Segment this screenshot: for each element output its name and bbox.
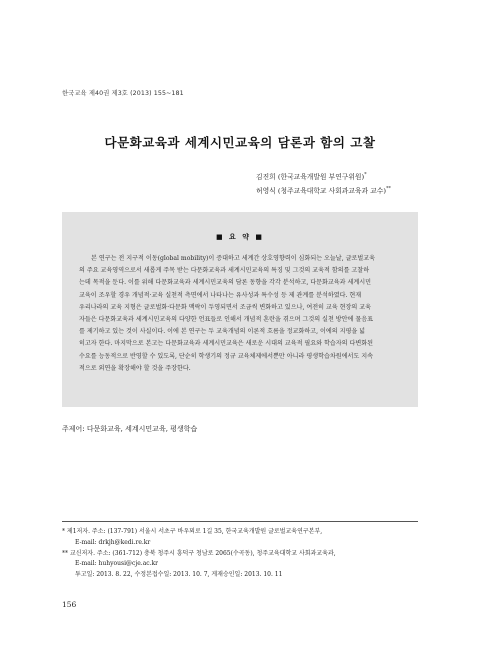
abstract-line: 본 연구는 전 지구적 이동(global mobility)이 증대하고 세계간 상호영향력이 심화되는 오늘날, 글로벌교육	[91, 255, 376, 262]
footnote-first-author: * 제1저자. 주소: (137-791) 서울시 서초구 바우뫼로 1길 35, 한국교육개발원 글로벌교육연구본부,	[62, 528, 323, 535]
abstract-line: 를 제기하고 있는 것이 사실이다. 이에 본 연구는 두 교육개념의 이론적 흐름을 정교화하고, 이에의 지평을 넓	[79, 328, 366, 336]
author-2-affiliation: (청주교육대학교 사회과교육과 교수)	[277, 187, 386, 195]
footnote-dates: 투고일: 2013. 8. 22, 수정본접수일: 2013. 10. 7, 게재승인일: 2013. 10. 11	[75, 571, 283, 579]
author-2-mark: **	[386, 185, 391, 192]
abstract-line: 교육이 조우할 경우 개념적·교육 실천적 측면에서 나타나는 유사성과 특수성 등 제 관계를 분석하였다. 현재	[79, 291, 362, 299]
author-2	[256, 184, 391, 198]
abstract-line: 는데 목적을 둔다. 이를 위해 다문화교육과 세계시민교육의 담론 동향을 각각 분석하고, 다문화교육과 세계시민	[79, 279, 372, 287]
author-1-name: 김진희	[256, 173, 276, 181]
keywords: 주제어: 다문화교육, 세계시민교육, 평생학습	[62, 425, 198, 433]
abstract-line: 우리나라의 교육 지형은 글로벌화·다문화 맥락이 두영되면서 조금씩 변화하고 있으나, 여전히 교육 현장의 교육	[79, 303, 372, 311]
journal-citation: 한국교육 제40권 제3호 (2013) 155~181	[62, 90, 184, 97]
abstract-line: 수요를 능동적으로 반영할 수 있도록, 단순히 학생기의 정규 교육체제에서뿐만 아니라 평생학습차원에서도 지속	[79, 352, 374, 360]
abstract-body	[79, 253, 401, 375]
abstract-line: 자들은 다문화교육과 세계시민교육의 다양한 언표들로 인해서 개념적 혼란을 겪으며 그것의 실천 방안에 물음표	[79, 316, 374, 324]
abstract-heading-text: 요 약	[229, 233, 251, 241]
footnote-corresponding-author-email: E-mail: huhyousi@cje.ac.kr	[75, 560, 159, 568]
abstract-box	[62, 212, 418, 407]
author-block	[256, 170, 391, 198]
paper-title: 다문화교육과 세계시민교육의 담론과 함의 고찰	[104, 135, 376, 150]
footnote-first-author-email: E-mail: drkjh@kedi.re.kr	[75, 538, 151, 546]
footnotes	[62, 521, 418, 581]
author-1-mark: *	[364, 171, 367, 178]
author-1	[256, 170, 391, 184]
page-number: 156	[62, 600, 77, 609]
abstract-line: 적으로 외연을 확장해야 할 것을 주장한다.	[79, 364, 191, 372]
abstract-heading: ■ 요 약 ■	[215, 233, 265, 241]
abstract-line: 히고자 한다. 마지막으로 본고는 다문화교육과 세계시민교육은 새로운 시대의 교육적 필요와 학습자의 다변화된	[79, 340, 374, 348]
footnote-corresponding-author: ** 교신저자. 주소: (361-712) 충북 청주시 흥덕구 청남로 2065(수곡동), 청주교육대학교 사회과교육과,	[62, 549, 336, 557]
author-1-affiliation: (한국교육개발원 부연구위원)	[277, 173, 365, 181]
author-2-name: 허영식	[256, 187, 276, 195]
abstract-line: 의 주요 교육영역으로서 새롭게 주목 받는 다문화교육과 세계시민교육의 특징 및 그것의 교육적 함의를 고찰하	[79, 267, 370, 275]
